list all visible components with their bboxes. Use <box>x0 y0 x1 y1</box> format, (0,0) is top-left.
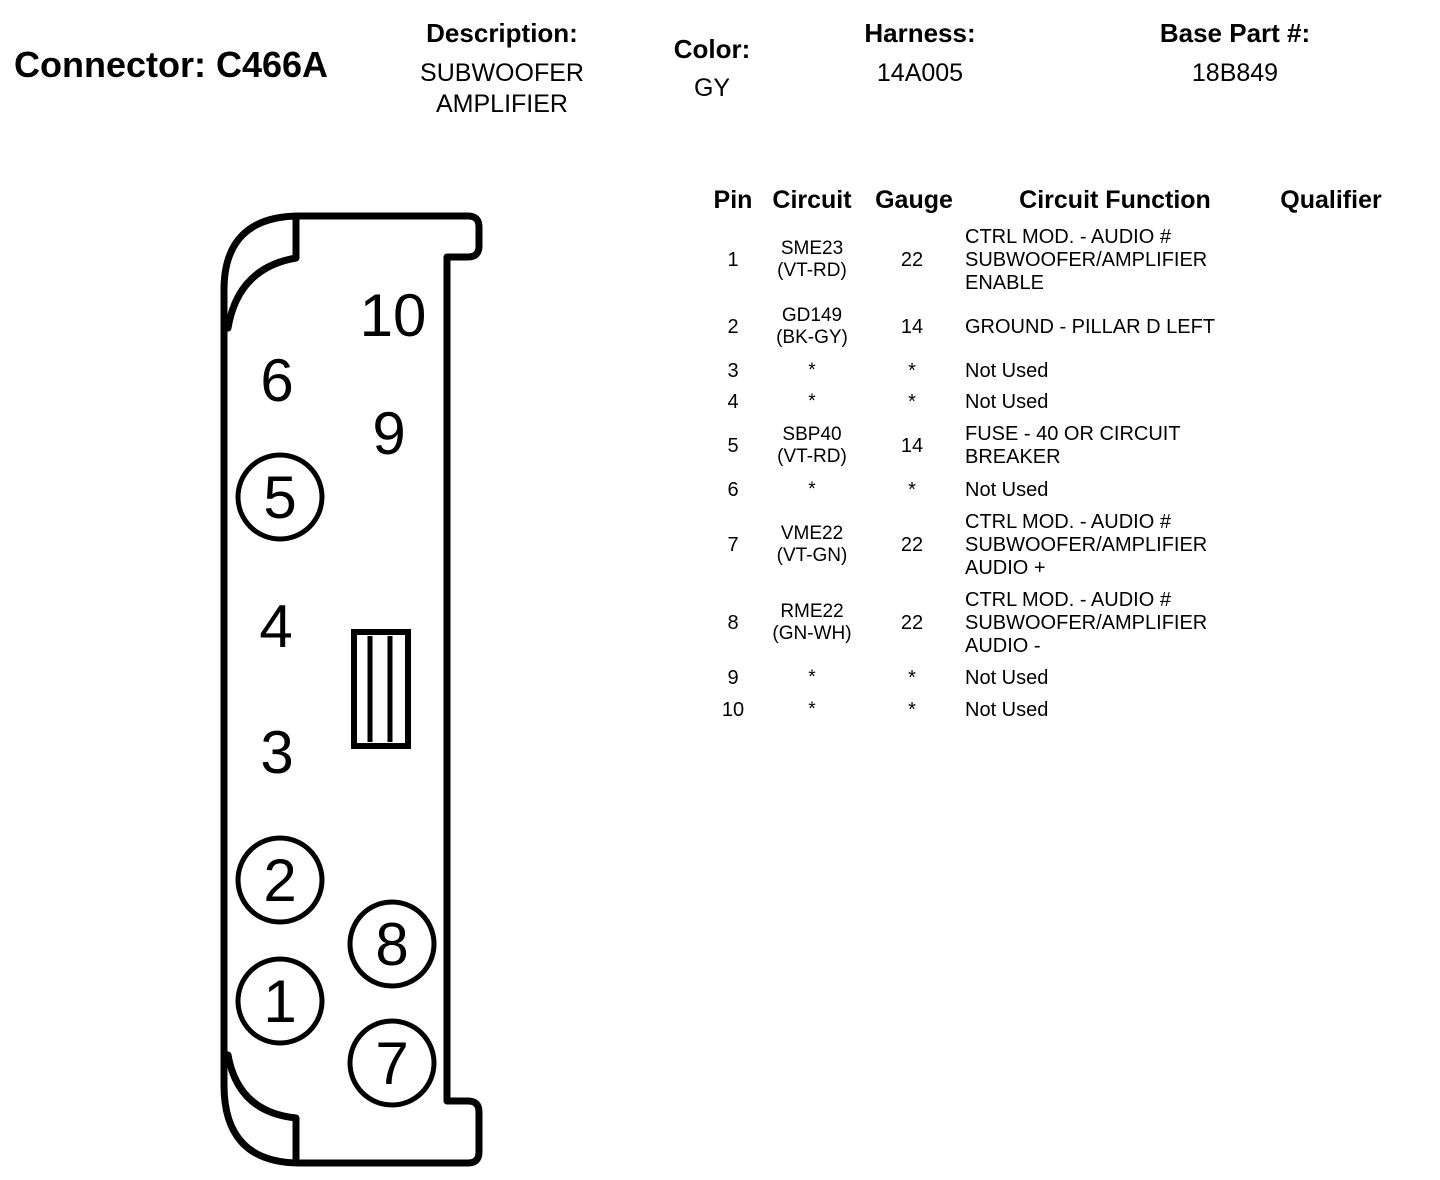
cavity-10 <box>360 282 427 349</box>
circuit-function-cell: CTRL MOD. - AUDIO # SUBWOOFER/AMPLIFIER AUDIO + <box>965 510 1208 579</box>
cavity-number-2: 2 <box>263 847 297 914</box>
gauge-cell: * <box>908 478 916 501</box>
connector-face-diagram <box>0 0 640 1180</box>
cavity-9 <box>372 400 405 467</box>
cavity-number-8: 8 <box>375 911 409 978</box>
cavity-number-10: 10 <box>359 282 427 349</box>
gauge-cell: 14 <box>900 315 924 338</box>
circuit-cell: RME22 (GN-WH) <box>772 601 852 644</box>
circuit-function-cell: Not Used <box>965 698 1049 721</box>
cavity-number-4: 4 <box>259 593 293 660</box>
cavity-number-6: 6 <box>260 347 294 414</box>
harness-label: Harness: <box>864 18 976 48</box>
gauge-cell: 14 <box>900 434 924 457</box>
description-value-line2: AMPLIFIER <box>436 90 568 118</box>
color-label: Color: <box>673 34 751 64</box>
pin-cell: 7 <box>727 533 739 556</box>
cavity-8 <box>350 902 434 986</box>
locking-tab <box>354 632 408 746</box>
circuit-cell: * <box>808 667 816 688</box>
gauge-cell: * <box>908 666 916 689</box>
connector-title: Connector: C466A <box>14 44 329 85</box>
harness-value: 14A005 <box>876 59 964 87</box>
description-label: Description: <box>426 18 578 48</box>
circuit-cell: * <box>808 479 816 500</box>
cavity-1 <box>238 959 322 1043</box>
gauge-cell: * <box>908 390 916 413</box>
column-header-pin: Pin <box>713 186 753 214</box>
circuit-function-cell: CTRL MOD. - AUDIO # SUBWOOFER/AMPLIFIER AUDIO - <box>965 588 1208 657</box>
gauge-cell: 22 <box>900 533 924 556</box>
pin-cell: 3 <box>727 359 739 382</box>
pin-cell: 8 <box>727 611 739 634</box>
column-header-qualifier: Qualifier <box>1280 186 1382 214</box>
circuit-cell: GD149 (BK-GY) <box>776 305 848 348</box>
circuit-function-cell: Not Used <box>965 666 1049 689</box>
cavity-number-7: 7 <box>375 1030 409 1097</box>
base-part-label: Base Part #: <box>1159 18 1311 48</box>
gauge-cell: 22 <box>900 248 924 271</box>
gauge-cell: * <box>908 698 916 721</box>
description-value-line1: SUBWOOFER <box>420 59 584 87</box>
cavity-7 <box>350 1021 434 1105</box>
pin-cell: 1 <box>727 248 739 271</box>
pin-cell: 10 <box>721 698 745 721</box>
cavity-number-5: 5 <box>263 464 297 531</box>
pin-cell: 9 <box>727 666 739 689</box>
column-header-circuit: Circuit <box>772 186 852 214</box>
circuit-function-cell: CTRL MOD. - AUDIO # SUBWOOFER/AMPLIFIER ENABLE <box>965 225 1208 294</box>
pin-cell: 4 <box>727 390 739 413</box>
circuit-cell: * <box>808 391 816 412</box>
cavity-number-3: 3 <box>260 719 294 786</box>
circuit-function-cell: Not Used <box>965 359 1049 382</box>
circuit-cell: VME22 (VT-GN) <box>776 523 848 566</box>
base-part-value: 18B849 <box>1191 59 1279 87</box>
cavity-5 <box>238 455 322 539</box>
circuit-function-cell: Not Used <box>965 390 1049 413</box>
column-header-circuit-function: Circuit Function <box>1019 186 1211 214</box>
cavity-number-1: 1 <box>263 968 297 1035</box>
connector-bottom-latch <box>228 1055 296 1160</box>
cavity-6 <box>260 347 293 414</box>
circuit-cell: * <box>808 699 816 720</box>
cavity-2 <box>238 838 322 922</box>
column-header-gauge: Gauge <box>875 186 953 214</box>
cavity-number-9: 9 <box>372 400 406 467</box>
circuit-cell: SME23 (VT-RD) <box>777 238 847 281</box>
cavity-3 <box>260 719 293 786</box>
pin-cell: 2 <box>727 315 739 338</box>
circuit-cell: SBP40 (VT-RD) <box>777 424 847 467</box>
cavity-4 <box>259 593 292 660</box>
circuit-function-cell: FUSE - 40 OR CIRCUIT BREAKER <box>965 423 1181 468</box>
circuit-function-cell: GROUND - PILLAR D LEFT <box>965 315 1216 338</box>
color-value: GY <box>693 74 731 102</box>
pin-cell: 5 <box>727 434 739 457</box>
gauge-cell: 22 <box>900 611 924 634</box>
circuit-cell: * <box>808 360 816 381</box>
gauge-cell: * <box>908 359 916 382</box>
pin-cell: 6 <box>727 478 739 501</box>
circuit-function-cell: Not Used <box>965 478 1049 501</box>
